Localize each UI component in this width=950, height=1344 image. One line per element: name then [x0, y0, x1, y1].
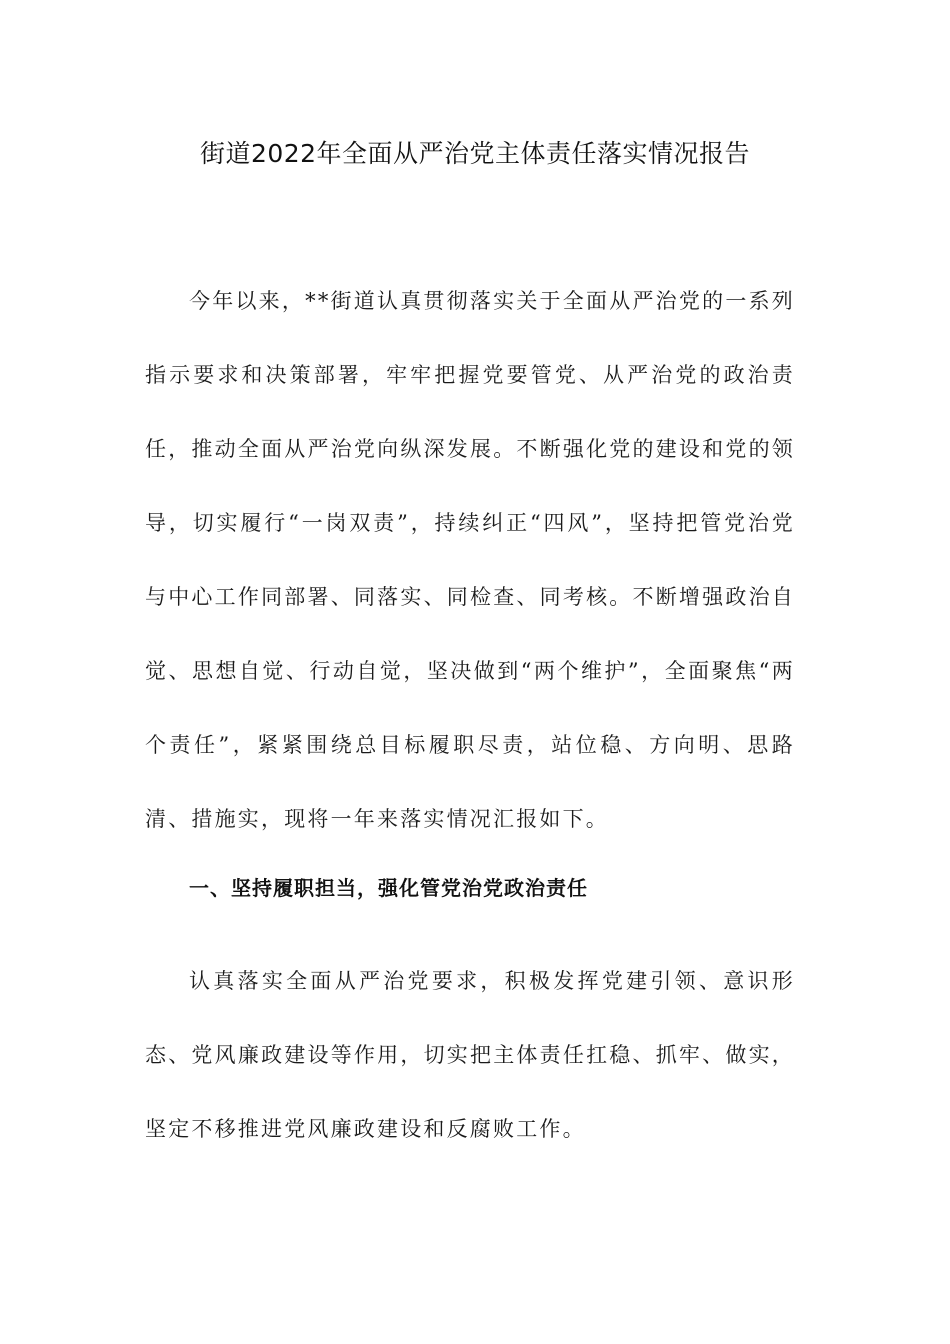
section-paragraph: 认真落实全面从严治党要求，积极发挥党建引领、意识形态、党风廉政建设等作用，切实把主体责任扛稳、抓牢、做实，坚定不移推进党风廉政建设和反腐败工作。 — [145, 969, 795, 1141]
intro-paragraph: 今年以来，**街道认真贯彻落实关于全面从严治党的一系列指示要求和决策部署，牢牢把握党要管党、从严治党的政治责任，推动全面从严治党向纵深发展。不断强化党的建设和党的领导，切实履行“一岗双责”，持续纠正“四风”，坚持把管党治党与中心工作同部署、同落实、同检查、同考核。不断增强政治自觉、思想自觉、行动自觉，坚决做到“两个维护”，全面聚焦“两个责任”，紧紧围绕总目标履职尽责，站位稳、方向明、思路清、措施实，现将一年来落实情况汇报如下。 — [145, 289, 795, 831]
document-title: 街道2022年全面从严治党主体责任落实情况报告 — [199, 139, 751, 168]
section-heading: 一、坚持履职担当，强化管党治党政治责任 — [189, 876, 588, 900]
